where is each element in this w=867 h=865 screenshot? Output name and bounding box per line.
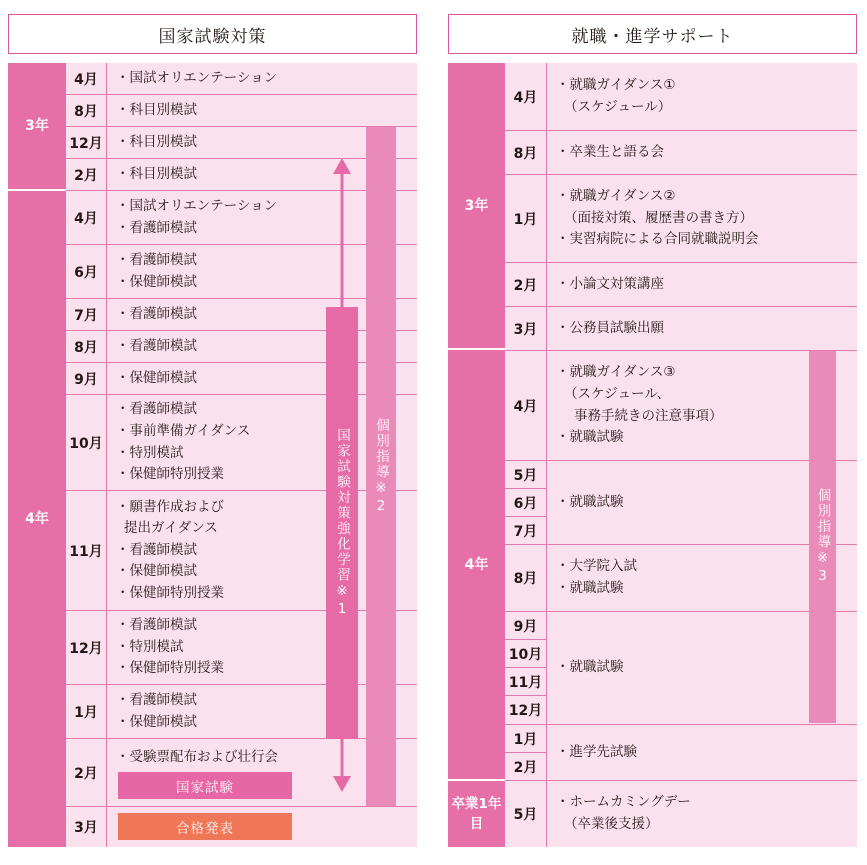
left-items xyxy=(116,95,197,126)
left-month: 7月 xyxy=(74,307,98,324)
left-month: 6月 xyxy=(74,264,98,281)
left-items xyxy=(116,331,197,362)
left-items xyxy=(116,299,197,330)
right-month: 4月 xyxy=(513,89,538,106)
left-month: 4月 xyxy=(74,210,98,227)
right-items xyxy=(556,781,691,847)
right-items xyxy=(556,131,664,174)
left-year-3: 3年 xyxy=(8,63,66,190)
item-text: ・保健師模試 xyxy=(116,369,197,386)
item-text: ・看護師模試 xyxy=(116,219,197,236)
left-month: 2月 xyxy=(74,167,98,184)
item-text: ・国試オリエンテーション xyxy=(116,197,278,214)
item-text: ・ホームカミングデー xyxy=(556,794,691,811)
item-text: ・国試オリエンテーション xyxy=(116,69,278,86)
right-year-3: 3年 xyxy=(448,63,505,349)
left-month: 4月 xyxy=(74,71,98,88)
left-items xyxy=(116,395,250,490)
item-text: （スケジュール、 xyxy=(564,385,671,402)
left-items xyxy=(116,127,197,158)
item-text: ・就職ガイダンス② xyxy=(556,188,676,205)
item-text: ・看護師模試 xyxy=(116,691,197,708)
year-separator xyxy=(8,189,66,191)
item-text: ・大学院入試 xyxy=(556,558,637,575)
item-text: （面接対策、履歴書の書き方） xyxy=(564,209,753,226)
row-divider xyxy=(66,806,417,807)
item-text: ・就職試験 xyxy=(556,580,624,596)
left-items xyxy=(116,742,278,774)
right-month: 3月 xyxy=(513,321,538,338)
individual-guidance-bar: 個別指導※2 xyxy=(366,127,396,806)
item-text: ・保健師特別授業 xyxy=(116,466,224,483)
left-month-divider xyxy=(106,63,107,847)
item-text: ・特別模試 xyxy=(116,638,184,655)
right-items xyxy=(556,307,664,350)
right-month: 7月 xyxy=(513,523,538,540)
left-month: 1月 xyxy=(74,704,98,721)
left-items xyxy=(116,191,277,244)
item-text: ・看護師模試 xyxy=(116,617,197,634)
item-text: ・保健師模試 xyxy=(116,713,197,730)
item-text: ・卒業生と語る会 xyxy=(556,143,664,160)
right-header: 就職・進学サポート xyxy=(448,14,857,54)
right-year-4: 4年 xyxy=(448,350,505,780)
individual-guidance-bar: 個別指導※3 xyxy=(809,351,836,723)
right-items xyxy=(556,351,723,460)
left-items xyxy=(116,245,197,298)
right-month: 6月 xyxy=(513,495,538,512)
right-month: 11月 xyxy=(508,674,543,691)
left-month: 3月 xyxy=(74,820,98,836)
item-text: （卒業後支援） xyxy=(564,816,659,832)
right-month: 2月 xyxy=(513,759,538,776)
left-items xyxy=(116,685,197,738)
left-items xyxy=(116,159,197,190)
item-text: ・受験票配布および壮行会 xyxy=(116,749,278,766)
item-text: ・保健師特別授業 xyxy=(116,660,224,677)
item-text: ・公務員試験出願 xyxy=(556,319,664,336)
right-month: 1月 xyxy=(513,731,538,748)
right-month-divider xyxy=(546,63,547,847)
left-year-4: 4年 xyxy=(8,191,66,847)
left-month: 8月 xyxy=(74,339,98,356)
item-text: ・科目別模試 xyxy=(116,165,197,182)
left-month: 8月 xyxy=(74,103,98,120)
intensive-study-bar: 国家試験対策強化学習※1 xyxy=(326,307,358,739)
item-text: ・科目別模試 xyxy=(116,101,197,118)
right-year-graduate: 卒業1年目 xyxy=(448,781,505,847)
left-month: 12月 xyxy=(69,135,103,152)
right-month: 2月 xyxy=(513,277,538,294)
right-month: 1月 xyxy=(513,211,538,228)
item-text: ・実習病院による合同就職説明会 xyxy=(556,231,759,248)
left-month: 12月 xyxy=(69,640,103,657)
right-month: 10月 xyxy=(508,646,543,663)
right-items xyxy=(556,63,675,130)
pass-announcement-badge: 合格発表 xyxy=(118,813,292,840)
left-header: 国家試験対策 xyxy=(8,14,417,54)
left-items xyxy=(116,611,224,684)
right-items xyxy=(556,263,664,306)
item-text: ・看護師模試 xyxy=(116,401,197,418)
right-items xyxy=(556,725,637,780)
item-text: 提出ガイダンス xyxy=(124,520,218,537)
right-items xyxy=(556,461,624,544)
item-text: ・看護師模試 xyxy=(116,541,197,558)
right-items xyxy=(556,545,637,611)
item-text: ・小論文対策講座 xyxy=(556,275,664,292)
item-text: ・就職試験 xyxy=(556,659,624,676)
item-text: ・就職試験 xyxy=(556,429,624,446)
left-month: 10月 xyxy=(69,435,103,452)
national-exam-badge: 国家試験 xyxy=(118,772,292,799)
item-text: 事務手続きの注意事項） xyxy=(574,407,723,424)
right-month: 9月 xyxy=(513,618,538,635)
year-separator xyxy=(448,348,505,350)
left-month: 9月 xyxy=(74,371,98,388)
right-month: 12月 xyxy=(508,703,543,719)
item-text: ・科目別模試 xyxy=(116,133,197,150)
item-text: ・看護師模試 xyxy=(116,251,197,268)
item-text: ・特別模試 xyxy=(116,444,184,461)
left-items xyxy=(116,363,197,394)
right-month: 8月 xyxy=(513,571,538,587)
item-text: ・保健師模試 xyxy=(116,273,197,290)
item-text: ・願書作成および xyxy=(116,498,224,515)
year-separator xyxy=(448,779,505,781)
item-text: （スケジュール） xyxy=(564,98,672,115)
item-text: ・保健師特別授業 xyxy=(116,584,224,601)
right-items xyxy=(556,612,624,724)
right-month: 5月 xyxy=(513,807,538,823)
row-divider xyxy=(66,738,417,739)
left-month: 11月 xyxy=(69,543,103,560)
item-text: ・進学先試験 xyxy=(556,743,637,760)
right-month: 8月 xyxy=(513,145,538,162)
left-items xyxy=(116,63,277,94)
item-text: ・就職ガイダンス③ xyxy=(556,364,676,381)
right-month: 4月 xyxy=(513,398,538,415)
item-text: ・就職ガイダンス① xyxy=(556,76,676,93)
item-text: ・看護師模試 xyxy=(116,337,197,354)
left-items xyxy=(116,491,224,610)
left-month: 2月 xyxy=(74,765,98,782)
item-text: ・保健師模試 xyxy=(116,563,197,580)
item-text: ・看護師模試 xyxy=(116,305,197,322)
item-text: ・事前準備ガイダンス xyxy=(116,422,251,439)
item-text: ・就職試験 xyxy=(556,493,624,510)
right-items xyxy=(556,175,759,262)
right-month: 5月 xyxy=(513,467,538,484)
